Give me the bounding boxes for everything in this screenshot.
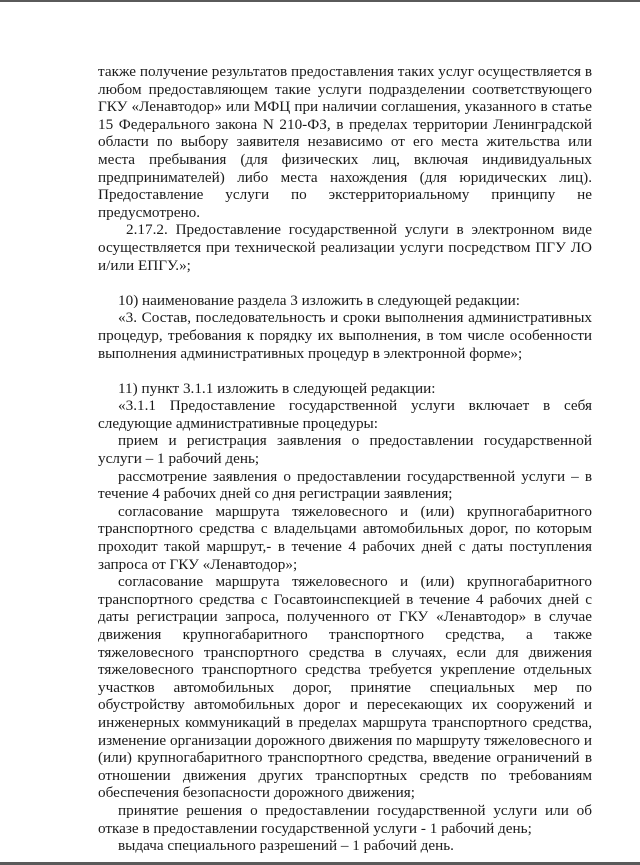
paragraph-item-11: 11) пункт 3.1.1 изложить в следующей редакции: [118, 379, 436, 397]
paragraph-gap [98, 274, 592, 292]
paragraph-2-17-2: 2.17.2. Предоставление государственной услуги в электронном виде осуществляется при технической реализации услуги посредством ПГУ ЛО и/или ЕПГУ.»; [98, 221, 592, 274]
paragraph-procedure-owners-approval: согласование маршрута тяжеловесного и (или) крупногабаритного транспортного средства с владельцами автомобильных дорог, по которым проходит такой маршрут,- в течение 4 рабочих дней с даты поступления запроса от ГКУ «Ленавтодор»; [98, 502, 592, 573]
paragraph-procedure-decision: принятие решения о предоставлении государственной услуги или об отказе в предоставлении государственной услуги - 1 рабочий день; [98, 801, 592, 837]
paragraph-section-3-title: «3. Состав, последовательность и сроки выполнения административных процедур, требования к порядку их выполнения, в том числе особенности выполнения административных процедур в электронной форме»; [98, 309, 592, 362]
paragraph-gap [98, 362, 592, 380]
paragraph-procedure-review: рассмотрение заявления о предоставлении государственной услуги – в течение 4 рабочих дней со дня регистрации заявления; [98, 467, 592, 503]
paragraph-3-1-1: «3.1.1 Предоставление государственной услуги включает в себя следующие административные процедуры: [98, 397, 592, 432]
document-body [98, 63, 592, 855]
paragraph-continuation: также получение результатов предоставления таких услуг осуществляется в любом предоставляющем такие услуги подразделении соответствующего ГКУ «Ленавтодор» или МФЦ при наличии соглашения, указанного в статье 15 Федерального закона N 210-ФЗ, в пределах территории Ленинградской области по выбору заявителя независимо от его места жительства или места пребывания (для физических лиц, включая индивидуальных предпринимателей) либо места нахождения (для юридических лиц). Предоставление услуги по экстерриториальному принципу не предусмотрено. [98, 63, 592, 221]
paragraph-procedure-issuance: выдача специального разрешений – 1 рабочий день. [118, 837, 454, 855]
paragraph-procedure-reception: прием и регистрация заявления о предоставлении государственной услуги – 1 рабочий день; [98, 432, 592, 468]
paragraph-procedure-gai-approval: согласование маршрута тяжеловесного и (или) крупногабаритного транспортного средства с Госавтоинспекцией в течение 4 рабочих дней с даты регистрации запроса, полученного от ГКУ «Ленавтодор» в случае движения крупногабаритного транспортного средства, а также тяжеловесного транспортного средства в случаях, если для движения тяжеловесного транспортного средства требуется укрепление отдельных участков автомобильных дорог, принятие специальных мер по обустройству автомобильных дорог и пересекающих их сооружений и инженерных коммуникаций в пределах маршрута транспортного средства, изменение организации дорожного движения по маршруту тяжеловесного и (или) крупногабаритного транспортного средства, введение ограничений в отношении движения других транспортных средств по требованиям обеспечения безопасности дорожного движения; [98, 573, 592, 802]
paragraph-item-10: 10) наименование раздела 3 изложить в следующей редакции: [118, 291, 520, 309]
scan-top-edge [0, 0, 640, 2]
